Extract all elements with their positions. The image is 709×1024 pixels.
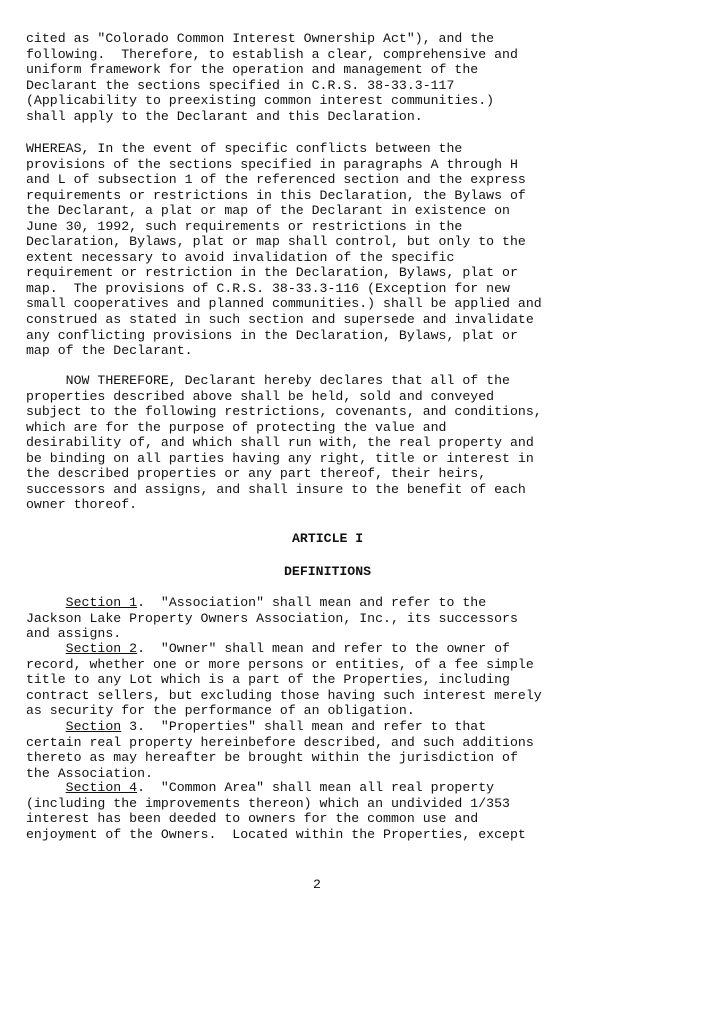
- now-therefore-paragraph: [26, 373, 666, 513]
- text-line: and L of subsection 1 of the referenced section and the express: [26, 172, 526, 188]
- text-line: extent necessary to avoid invalidation of the specific: [26, 249, 455, 265]
- text-line: title to any Lot which is a part of the Properties, including: [26, 672, 510, 688]
- text-line: thereto as may hereafter be brought within the jurisdiction of: [26, 750, 518, 766]
- text-line: uniform framework for the operation and management of the: [26, 62, 479, 78]
- article-heading: ARTICLE I: [292, 531, 364, 546]
- definition-section-4: [26, 780, 666, 842]
- text-line: Declarant the sections specified in C.R.S. 38-33.3-117: [26, 77, 455, 93]
- text-line: desirability of, and which shall run with, the real property and: [26, 435, 534, 451]
- section-first-line: [26, 641, 666, 657]
- text-line: be binding on all parties having any right, title or interest in: [26, 450, 534, 466]
- text-line: record, whether one or more persons or entities, of a fee simple: [26, 656, 534, 672]
- text-line: June 30, 1992, such requirements or restrictions in the: [26, 218, 463, 234]
- definitions-heading: DEFINITIONS: [284, 564, 372, 579]
- text-line: Declaration, Bylaws, plat or map shall control, but only to the: [26, 234, 526, 250]
- definition-section-2: [26, 641, 666, 719]
- text-line: the Association.: [26, 765, 153, 781]
- text-line: properties described above shall be held, sold and conveyed: [26, 388, 495, 404]
- section-indent: [26, 595, 66, 610]
- text-line: NOW THEREFORE, Declarant hereby declares that all of the: [26, 373, 510, 388]
- section-indent: [26, 641, 66, 656]
- text-line: map of the Declarant.: [26, 343, 193, 359]
- section-indent: [26, 719, 66, 734]
- section-first-line: [26, 780, 666, 796]
- text-line: owner thoreof.: [26, 497, 138, 513]
- text-line: enjoyment of the Owners. Located within the Properties, except: [26, 826, 526, 842]
- section-indent: [26, 780, 66, 795]
- text-line: which are for the purpose of protecting the value and: [26, 419, 447, 435]
- definition-section-3: [26, 719, 666, 781]
- text-line: requirement or restriction in the Declaration, Bylaws, plat or: [26, 265, 518, 281]
- section-text: . "Association" shall mean and refer to the: [137, 595, 487, 610]
- text-line: subject to the following restrictions, covenants, and conditions,: [26, 404, 542, 420]
- section-text: . "Owner" shall mean and refer to the owner of: [137, 641, 510, 656]
- text-line: any conflicting provisions in the Declaration, Bylaws, plat or: [26, 327, 518, 343]
- section-first-line: [26, 719, 666, 735]
- definition-section-1: [26, 595, 666, 642]
- section-label: Section 2: [65, 641, 138, 656]
- text-line: construed as stated in such section and supersede and invalidate: [26, 312, 534, 328]
- section-label: Section 1: [65, 595, 138, 610]
- text-line: and assigns.: [26, 626, 122, 642]
- text-line: interest has been deeded to owners for the common use and: [26, 811, 479, 827]
- text-line: provisions of the sections specified in paragraphs A through H: [26, 156, 518, 172]
- text-line: as security for the performance of an obligation.: [26, 703, 415, 719]
- section-text: . "Common Area" shall mean all real property: [137, 780, 495, 795]
- text-line: cited as "Colorado Common Interest Ownership Act"), and the: [26, 31, 495, 46]
- text-line: requirements or restrictions in this Declaration, the Bylaws of: [26, 187, 526, 203]
- text-line: WHEREAS, In the event of specific conflicts between the: [26, 141, 463, 156]
- text-line: map. The provisions of C.R.S. 38-33.3-116 (Exception for new: [26, 280, 510, 296]
- intro-paragraph: [26, 31, 666, 124]
- text-line: Jackson Lake Property Owners Association, Inc., its successors: [26, 610, 518, 626]
- text-line: (including the improvements thereon) which an undivided 1/353: [26, 795, 510, 811]
- whereas-paragraph: [26, 141, 666, 359]
- section-first-line: [26, 595, 666, 611]
- text-line: following. Therefore, to establish a clear, comprehensive and: [26, 46, 518, 62]
- text-line: contract sellers, but excluding those having such interest merely: [26, 687, 542, 703]
- section-label: Section 4: [65, 780, 138, 795]
- text-line: the described properties or any part thereof, their heirs,: [26, 466, 487, 482]
- text-line: shall apply to the Declarant and this Declaration.: [26, 108, 423, 124]
- section-label: Section: [65, 719, 122, 734]
- text-line: successors and assigns, and shall insure to the benefit of each: [26, 481, 526, 497]
- page-number: 2: [313, 877, 321, 892]
- text-line: certain real property hereinbefore described, and such additions: [26, 734, 534, 750]
- text-line: (Applicability to preexisting common interest communities.): [26, 93, 495, 109]
- text-line: small cooperatives and planned communities.) shall be applied and: [26, 296, 542, 312]
- section-text: 3. "Properties" shall mean and refer to that: [121, 719, 487, 734]
- text-line: the Declarant, a plat or map of the Declarant in existence on: [26, 203, 510, 219]
